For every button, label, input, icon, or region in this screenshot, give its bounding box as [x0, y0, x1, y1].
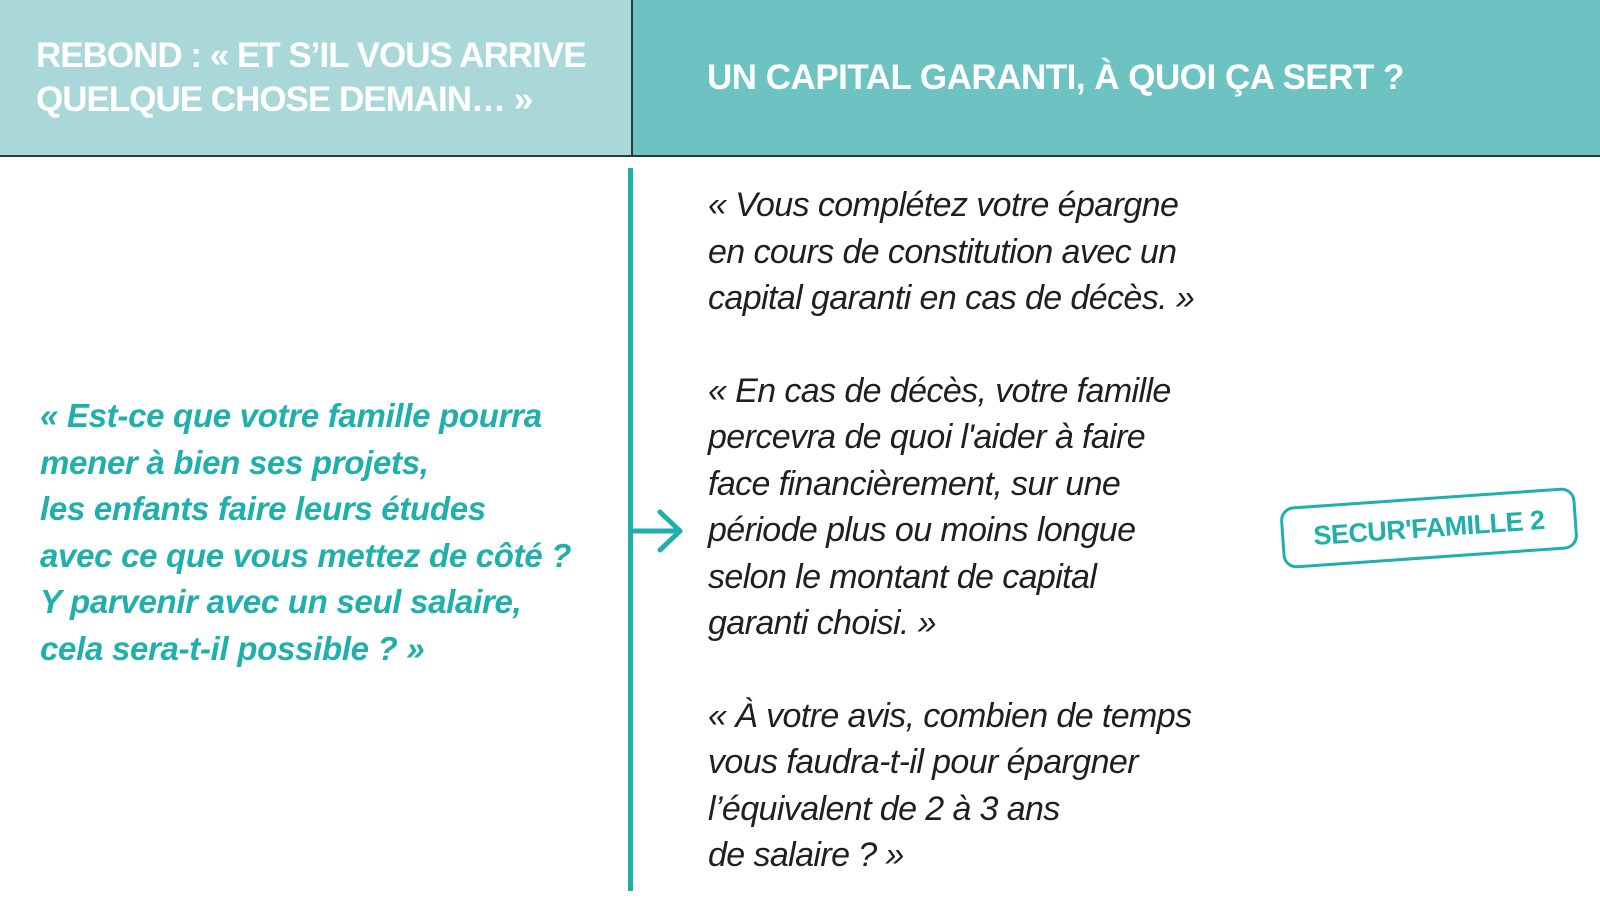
arrow-right-icon — [630, 508, 686, 554]
answer-quote: « En cas de décès, votre famille percevra de quoi l'aider à faire face financièrement, sur une période plus ou moins longue selon le montant de capital garanti choisi. » — [708, 371, 1171, 642]
rebond-quote: « Est-ce que votre famille pourra mener à bien ses projets, les enfants faire leurs études avec ce que vous mettez de côté ? Y parvenir avec un seul salaire, cela sera-t-il possible ? » — [40, 397, 572, 667]
answers-list — [708, 182, 1268, 879]
capital-title: UN CAPITAL GARANTI, À QUOI ÇA SERT ? — [707, 57, 1404, 97]
product-badge-label: SECUR'FAMILLE 2 — [1312, 504, 1546, 551]
header — [0, 0, 1600, 157]
product-badge — [1279, 487, 1579, 569]
header-right-panel — [633, 0, 1600, 155]
answer-quote: « À votre avis, combien de temps vous faudra-t-il pour épargner l’équivalent de 2 à 3 ans de salaire ? » — [708, 696, 1192, 874]
rebond-title: REBOND : « ET S’IL VOUS ARRIVE QUELQUE CHOSE DEMAIN… » — [36, 35, 586, 119]
answer-quote: « Vous complétez votre épargne en cours de constitution avec un capital garanti en cas de décès. » — [708, 186, 1195, 317]
header-left-panel — [0, 0, 633, 155]
